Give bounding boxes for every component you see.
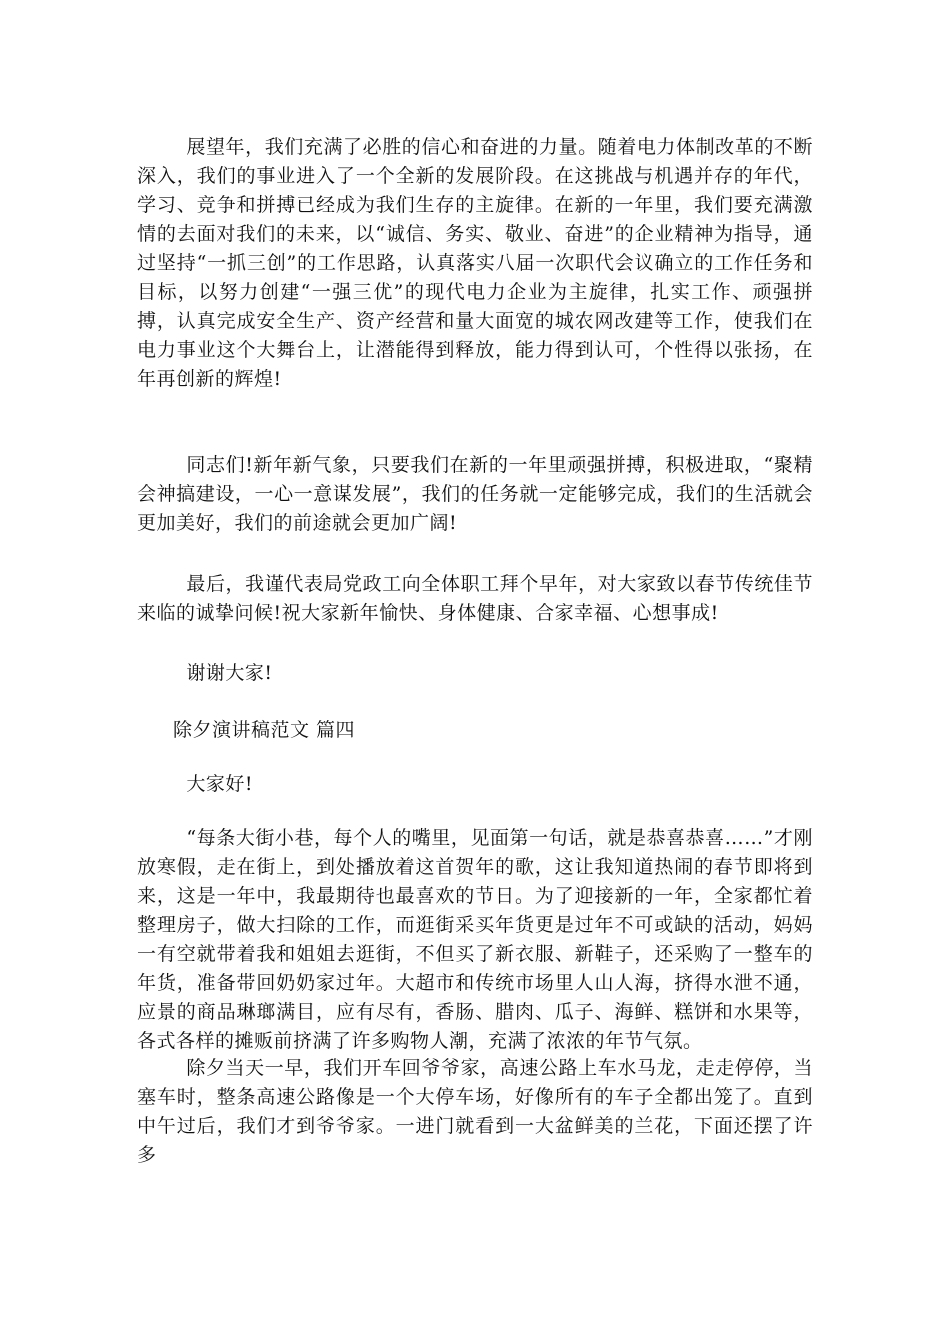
paragraph-closing-greetings: 最后，我谨代表局党政工向全体职工拜个早年，对大家致以春节传统佳节来临的诚挚问候!祝大家新年愉快、身体健康、合家幸福、心想事成! xyxy=(137,573,813,624)
paragraph-new-year-shopping: “每条大街小巷，每个人的嘴里，见面第一句话，就是恭喜恭喜……”才刚放寒假，走在街上，到处播放着这首贺年的歌，这让我知道热闹的春节即将到来，这是一年中，我最期待也最喜欢的节日。为了迎接新的一年，全家都忙着整理房子，做大扫除的工作，而逛街采买年货更是过年不可或缺的活动，妈妈一有空就带着我和姐姐去逛街，不但买了新衣服、新鞋子，还采购了一整车的年货，准备带回奶奶家过年。大超市和传统市场里人山人海，挤得水泄不通，应景的商品琳瑯满目，应有尽有，香肠、腊肉、瓜子、海鲜、糕饼和水果等，各式各样的摊贩前挤满了许多购物人潮，充满了浓浓的年节气氛。 xyxy=(137,827,813,1052)
paragraph-outlook: 展望年，我们充满了必胜的信心和奋进的力量。随着电力体制改革的不断深入，我们的事业进入了一个全新的发展阶段。在这挑战与机遇并存的年代，学习、竞争和拼搏已经成为我们生存的主旋律。在新的一年里，我们要充满激情的去面对我们的未来，以“诚信、务实、敬业、奋进”的企业精神为指导，通过坚持“一抓三创”的工作思路，认真落实八届一次职代会议确立的工作任务和目标，以努力创建“一强三优”的现代电力企业为主旋律，扎实工作、顽强拼搏，认真完成安全生产、资产经营和量大面宽的城农网改建等工作，使我们在电力事业这个大舞台上，让潜能得到释放，能力得到认可，个性得以张扬，在年再创新的辉煌! xyxy=(137,136,813,390)
paragraph-new-years-eve: 除夕当天一早，我们开车回爷爷家，高速公路上车水马龙，走走停停，当塞车时，整条高速公路像是一个大停车场，好像所有的车子全都出笼了。直到中午过后，我们才到爷爷家。一进门就看到一大盆鲜美的兰花，下面还摆了许多 xyxy=(137,1057,813,1166)
section-heading: 除夕演讲稿范文 篇四 xyxy=(173,719,356,741)
paragraph-comrades: 同志们!新年新气象，只要我们在新的一年里顽强拼搏，积极进取，“聚精会神搞建设，一心一意谋发展”，我们的任务就一定能够完成，我们的生活就会更加美好，我们的前途就会更加广阔! xyxy=(137,454,813,534)
paragraph-thanks: 谢谢大家! xyxy=(186,662,273,684)
paragraph-hello: 大家好! xyxy=(186,773,254,795)
